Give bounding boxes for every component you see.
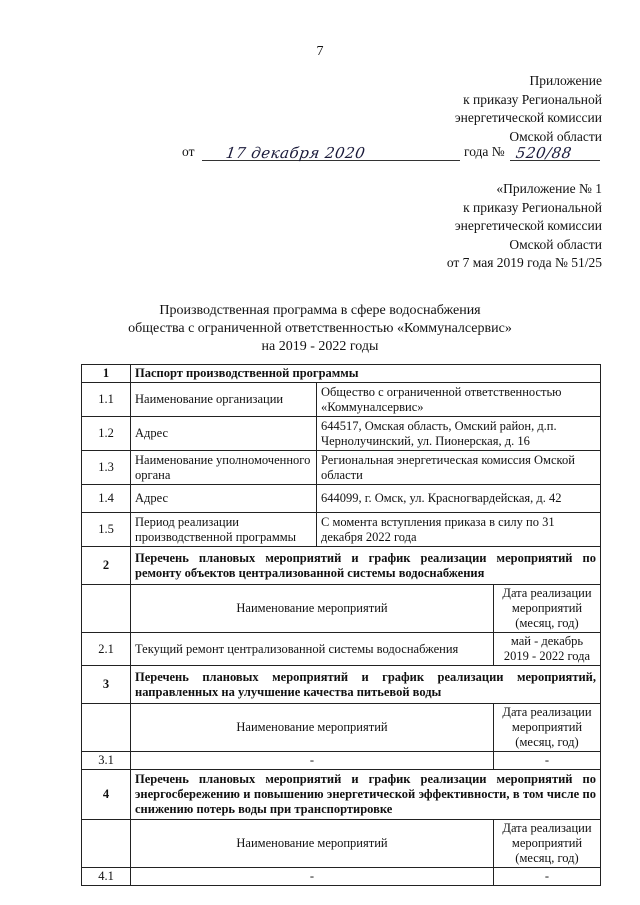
- handwritten-number: 520/88: [514, 144, 574, 162]
- from-label: от: [182, 144, 195, 159]
- handwritten-date: 17 декабря 2020: [224, 144, 367, 162]
- row-label: Период реализации производственной программы: [131, 513, 317, 547]
- appendix-header-current: [455, 72, 602, 146]
- appendix-line: от 7 мая 2019 года № 51/25: [446, 255, 602, 270]
- column-header-row: [82, 820, 601, 868]
- document-title: [0, 302, 640, 356]
- appendix-line: Омской области: [509, 128, 602, 144]
- row-label: Адрес: [131, 485, 317, 513]
- column-header-name: Наименование мероприятий: [131, 585, 494, 633]
- column-header-date: Дата реализации мероприятий (месяц, год): [494, 585, 601, 633]
- table-row: [82, 485, 601, 513]
- title-line: Производственная программа в сфере водоснабжения: [159, 303, 481, 318]
- column-header-date: Дата реализации мероприятий (месяц, год): [494, 820, 601, 868]
- row-number: 1.2: [82, 417, 131, 451]
- column-header-name: Наименование мероприятий: [131, 820, 494, 868]
- activity-name: -: [131, 868, 494, 886]
- row-number: 1.4: [82, 485, 131, 513]
- activity-date: май - декабрь 2019 - 2022 года: [494, 633, 601, 666]
- row-number: 4.1: [82, 868, 131, 886]
- activity-name: -: [131, 752, 494, 770]
- title-line: общества с ограниченной ответственностью «Коммуналсервис»: [128, 321, 512, 336]
- page-number: 7: [316, 44, 324, 59]
- activity-date: -: [494, 752, 601, 770]
- section-title: Перечень плановых мероприятий и график реализации мероприятий по ремонту объектов централизованной системы водоснабжения: [131, 547, 601, 585]
- section-number: 3: [82, 666, 131, 704]
- section-number: 1: [82, 365, 131, 383]
- table-row: [82, 752, 601, 770]
- row-label: Наименование организации: [131, 383, 317, 417]
- program-table: [81, 364, 601, 886]
- row-number: 1.5: [82, 513, 131, 547]
- order-line: [182, 144, 602, 164]
- appendix-line: энергетической комиссии: [454, 110, 602, 125]
- section-row: [82, 770, 601, 820]
- section-number: 4: [82, 770, 131, 820]
- row-value: Региональная энергетическая комиссия Омской области: [317, 451, 601, 485]
- appendix-line: «Приложение № 1: [496, 181, 602, 196]
- row-number: 2.1: [82, 633, 131, 666]
- section-title: Паспорт производственной программы: [131, 365, 601, 383]
- row-number: 1.3: [82, 451, 131, 485]
- section-number: 2: [82, 547, 131, 585]
- row-number: 3.1: [82, 752, 131, 770]
- table-row: [82, 451, 601, 485]
- appendix-line: Омской области: [509, 236, 602, 252]
- table-row: [82, 868, 601, 886]
- activity-date: -: [494, 868, 601, 886]
- row-label: Наименование уполномоченного органа: [131, 451, 317, 485]
- empty-cell: [82, 704, 131, 752]
- row-value: С момента вступления приказа в силу по 31 декабря 2022 года: [317, 513, 601, 547]
- section-row: [82, 365, 601, 383]
- row-label: Адрес: [131, 417, 317, 451]
- row-value: 644517, Омская область, Омский район, д.п. Чернолучинский, ул. Пионерская, д. 16: [317, 417, 601, 451]
- section-row: [82, 666, 601, 704]
- row-value: 644099, г. Омск, ул. Красногвардейская, д. 42: [317, 485, 601, 513]
- section-title: Перечень плановых мероприятий и график реализации мероприятий по энергосбережению и повышению энергетической эффективности, в том числе по снижению потерь воды при транспортировке: [131, 770, 601, 820]
- column-header-date: Дата реализации мероприятий (месяц, год): [494, 704, 601, 752]
- appendix-line: к приказу Региональной: [463, 199, 602, 215]
- empty-cell: [82, 820, 131, 868]
- activity-name: Текущий ремонт централизованной системы водоснабжения: [131, 633, 494, 666]
- table-row: [82, 513, 601, 547]
- table-row: [82, 417, 601, 451]
- appendix-line: Приложение: [529, 73, 602, 88]
- appendix-line: энергетической комиссии: [454, 218, 602, 233]
- column-header-row: [82, 704, 601, 752]
- table-row: [82, 633, 601, 666]
- empty-cell: [82, 585, 131, 633]
- section-title: Перечень плановых мероприятий и график реализации мероприятий, направленных на улучшение качества питьевой воды: [131, 666, 601, 704]
- table-row: [82, 383, 601, 417]
- title-line: на 2019 - 2022 годы: [261, 339, 379, 354]
- appendix-line: к приказу Региональной: [463, 91, 602, 107]
- column-header-name: Наименование мероприятий: [131, 704, 494, 752]
- appendix-header-previous: [447, 180, 602, 273]
- year-number-label: года №: [464, 144, 505, 159]
- section-row: [82, 547, 601, 585]
- row-number: 1.1: [82, 383, 131, 417]
- row-value: Общество с ограниченной ответственностью «Коммуналсервис»: [317, 383, 601, 417]
- column-header-row: [82, 585, 601, 633]
